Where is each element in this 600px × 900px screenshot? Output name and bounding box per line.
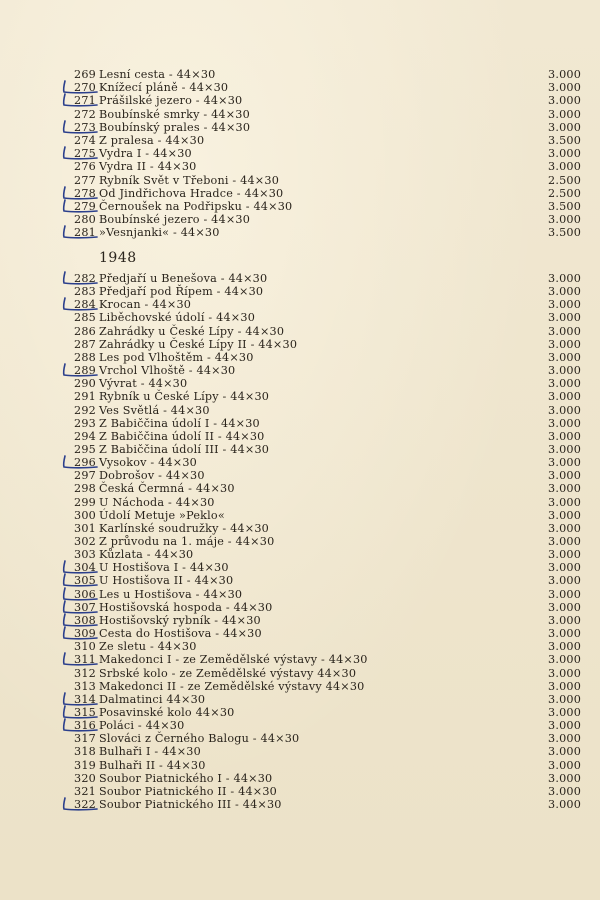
entry-number: 308 [74, 613, 96, 627]
entry-title: Hostišovský rybník - 44×30 [99, 613, 261, 627]
catalog-entry [0, 482, 600, 495]
entry-number: 320 [74, 771, 96, 785]
entry-title: Rybník Svět v Třeboni - 44×30 [99, 173, 280, 187]
entry-title: Boubínské smrky - 44×30 [99, 107, 250, 121]
entry-price: 3.500 [548, 226, 582, 240]
entry-title: Srbské kolo - ze Zemědělské výstavy 44×30 [99, 666, 357, 680]
entry-title: Od Jindřichova Hradce - 44×30 [99, 186, 284, 200]
entry-title: Vrchol Vlhoště - 44×30 [99, 364, 236, 378]
entry-price: 3.000 [548, 653, 582, 667]
catalog-entry [0, 469, 600, 482]
entry-number: 277 [74, 173, 96, 187]
catalog-entry [0, 81, 600, 94]
catalog-entry [0, 667, 600, 680]
entry-title: Krocan - 44×30 [99, 298, 192, 312]
entry-title: Předjaří pod Řípem - 44×30 [99, 285, 264, 299]
catalog-entry [0, 456, 600, 469]
entry-number: 311 [74, 653, 96, 667]
entry-title: Les u Hostišova - 44×30 [99, 587, 243, 601]
catalog-entry [0, 68, 600, 81]
entry-title: Les pod Vlhoštěm - 44×30 [99, 350, 254, 364]
entry-title: Předjaří u Benešova - 44×30 [99, 272, 268, 285]
entry-price: 3.000 [548, 798, 582, 811]
entry-title: Soubor Piatnického III - 44×30 [99, 798, 282, 811]
entry-title: Ze sletu - 44×30 [99, 640, 197, 654]
entry-price: 3.000 [548, 535, 582, 548]
entry-price: 3.000 [548, 627, 582, 641]
catalog-entry [0, 364, 600, 377]
entry-title: Z průvodu na 1. máje - 44×30 [99, 535, 275, 548]
entry-number: 315 [74, 705, 96, 719]
catalog-entry [0, 226, 600, 239]
entry-price: 3.000 [548, 160, 582, 174]
catalog-entry [0, 680, 600, 693]
entry-number: 291 [74, 390, 96, 404]
catalog-entry [0, 496, 600, 509]
entry-price: 3.000 [548, 147, 582, 161]
entry-title: Údolí Metuje »Peklo« [99, 508, 225, 522]
catalog-entry [0, 640, 600, 653]
entry-title: Soubor Piatnického I - 44×30 [99, 771, 273, 785]
entry-price: 3.000 [548, 285, 582, 299]
entry-title: Z Babiččina údolí I - 44×30 [99, 416, 260, 430]
entry-title: Z Babiččina údolí III - 44×30 [99, 442, 270, 456]
entry-price: 3.000 [548, 456, 582, 470]
catalog-entry [0, 588, 600, 601]
entry-price: 3.000 [548, 120, 582, 134]
entry-number: 275 [74, 147, 96, 161]
entry-price: 3.000 [548, 692, 582, 706]
catalog-entry [0, 719, 600, 732]
entry-price: 3.000 [548, 213, 582, 227]
entry-title: Poláci - 44×30 [99, 719, 185, 733]
entry-price: 3.000 [548, 390, 582, 404]
catalog-entry [0, 614, 600, 627]
entry-price: 3.000 [548, 469, 582, 483]
entry-number: 272 [74, 107, 96, 121]
entry-number: 294 [74, 429, 96, 443]
catalog-entry [0, 417, 600, 430]
entry-title: Soubor Piatnického II - 44×30 [99, 784, 277, 798]
entry-number: 278 [74, 186, 96, 200]
entry-price: 3.000 [548, 666, 582, 680]
entry-price: 3.000 [548, 574, 582, 588]
entry-title: Prášilské jezero - 44×30 [99, 94, 243, 108]
entry-title: Slováci z Černého Balogu - 44×30 [99, 732, 300, 746]
catalog-entry [0, 772, 600, 785]
catalog-entry [0, 134, 600, 147]
entry-price: 3.000 [548, 719, 582, 733]
catalog-entry [0, 561, 600, 574]
entry-price: 3.000 [548, 350, 582, 364]
catalog-entry [0, 94, 600, 107]
entry-price: 3.000 [548, 298, 582, 312]
catalog-entry [0, 745, 600, 758]
entry-title: Kůzlata - 44×30 [99, 548, 194, 562]
entry-price: 3.000 [548, 442, 582, 456]
entry-price: 3.000 [548, 272, 582, 285]
entry-title: Vydra I - 44×30 [99, 147, 192, 161]
catalog-entry [0, 574, 600, 587]
entry-price: 3.000 [548, 561, 582, 575]
entry-title: Bulhaři II - 44×30 [99, 758, 206, 772]
entry-number: 303 [74, 548, 96, 562]
entry-number: 280 [74, 213, 96, 227]
entry-price: 2.500 [548, 186, 582, 200]
entry-title: Bulhaři I - 44×30 [99, 745, 201, 759]
entry-price: 3.000 [548, 482, 582, 496]
entry-price: 3.000 [548, 337, 582, 351]
entry-title: Knížecí pláně - 44×30 [99, 81, 229, 95]
catalog-entry [0, 548, 600, 561]
entry-number: 276 [74, 160, 96, 174]
catalog-entry [0, 522, 600, 535]
entry-number: 286 [74, 324, 96, 338]
entry-number: 288 [74, 350, 96, 364]
entry-price: 3.000 [548, 732, 582, 746]
entry-price: 3.000 [548, 521, 582, 535]
entry-title: Ves Světlá - 44×30 [99, 403, 210, 417]
entry-title: Zahrádky u České Lípy II - 44×30 [99, 337, 298, 351]
catalog-entry [0, 798, 600, 811]
entry-number: 309 [74, 627, 96, 641]
entry-price: 3.000 [548, 771, 582, 785]
entry-title: Boubínský prales - 44×30 [99, 120, 251, 134]
entry-number: 296 [74, 456, 96, 470]
entry-title: Dalmatinci 44×30 [99, 692, 206, 706]
entry-number: 284 [74, 298, 96, 312]
catalog-entry [0, 509, 600, 522]
catalog-entry [0, 653, 600, 666]
entry-title: Rybník u České Lípy - 44×30 [99, 390, 270, 404]
entry-number: 302 [74, 535, 96, 548]
entry-number: 318 [74, 745, 96, 759]
catalog-entry [0, 732, 600, 745]
catalog-entry [0, 108, 600, 121]
entry-price: 2.500 [548, 173, 582, 187]
entry-number: 293 [74, 416, 96, 430]
entry-price: 3.000 [548, 68, 582, 81]
entry-number: 314 [74, 692, 96, 706]
catalog-entry [0, 187, 600, 200]
entry-number: 269 [74, 68, 96, 81]
entry-number: 290 [74, 377, 96, 391]
entry-number: 273 [74, 120, 96, 134]
entry-title: U Hostišova II - 44×30 [99, 574, 234, 588]
entry-title: Cesta do Hostišova - 44×30 [99, 627, 262, 641]
entry-number: 283 [74, 285, 96, 299]
catalog-entry [0, 377, 600, 390]
catalog-entry [0, 311, 600, 324]
entry-price: 3.000 [548, 324, 582, 338]
catalog-entry [0, 272, 600, 285]
entry-price: 3.000 [548, 640, 582, 654]
year-heading: 1948 [99, 250, 137, 266]
entry-number: 297 [74, 469, 96, 483]
entry-title: Hostišovská hospoda - 44×30 [99, 600, 273, 614]
entry-number: 270 [74, 81, 96, 95]
entry-price: 3.000 [548, 587, 582, 601]
catalog-entry [0, 430, 600, 443]
entry-number: 304 [74, 561, 96, 575]
catalog-entry [0, 121, 600, 134]
entry-price: 3.000 [548, 495, 582, 509]
entry-price: 3.000 [548, 679, 582, 693]
entry-price: 3.000 [548, 508, 582, 522]
entry-title: »Vesnjanki« - 44×30 [99, 226, 220, 240]
entry-title: Karlínské soudružky - 44×30 [99, 521, 269, 535]
entry-number: 282 [74, 272, 96, 285]
entry-title: Dobrošov - 44×30 [99, 469, 205, 483]
catalog-entry [0, 160, 600, 173]
entry-number: 299 [74, 495, 96, 509]
catalog-entry [0, 785, 600, 798]
catalog-entry [0, 706, 600, 719]
entry-number: 301 [74, 521, 96, 535]
entry-price: 3.500 [548, 134, 582, 147]
entry-title: Česká Čermná - 44×30 [99, 482, 235, 496]
entry-number: 317 [74, 732, 96, 746]
entry-price: 3.000 [548, 403, 582, 417]
entry-price: 3.000 [548, 81, 582, 95]
entry-price: 3.000 [548, 548, 582, 562]
entry-number: 310 [74, 640, 96, 654]
catalog-entry [0, 601, 600, 614]
entry-title: Vývrat - 44×30 [99, 377, 188, 391]
entry-number: 313 [74, 679, 96, 693]
entry-number: 322 [74, 798, 96, 811]
entry-number: 289 [74, 364, 96, 378]
entry-price: 3.000 [548, 784, 582, 798]
entry-title: Vydra II - 44×30 [99, 160, 197, 174]
entry-number: 298 [74, 482, 96, 496]
entry-title: Makedonci I - ze Zemědělské výstavy - 44×30 [99, 653, 368, 667]
entry-number: 305 [74, 574, 96, 588]
entry-title: Vysokov - 44×30 [99, 456, 197, 470]
catalog-entry [0, 338, 600, 351]
entry-number: 307 [74, 600, 96, 614]
entry-price: 3.000 [548, 745, 582, 759]
entry-title: Lesní cesta - 44×30 [99, 68, 216, 81]
catalog-entry [0, 174, 600, 187]
entry-title: Z pralesa - 44×30 [99, 134, 205, 147]
catalog-entry [0, 627, 600, 640]
entry-number: 306 [74, 587, 96, 601]
catalog-entry [0, 443, 600, 456]
catalog-entry [0, 390, 600, 403]
catalog-entry [0, 693, 600, 706]
catalog-entry [0, 404, 600, 417]
entry-number: 292 [74, 403, 96, 417]
entry-price: 3.000 [548, 600, 582, 614]
catalog-entry [0, 200, 600, 213]
entry-price: 3.000 [548, 613, 582, 627]
catalog-entry [0, 147, 600, 160]
entry-title: Boubínské jezero - 44×30 [99, 213, 251, 227]
entry-number: 316 [74, 719, 96, 733]
catalog-entry [0, 759, 600, 772]
entry-title: U Hostišova I - 44×30 [99, 561, 229, 575]
entry-number: 295 [74, 442, 96, 456]
entry-number: 321 [74, 784, 96, 798]
entry-title: Zahrádky u České Lípy - 44×30 [99, 324, 285, 338]
entry-number: 300 [74, 508, 96, 522]
entry-number: 281 [74, 226, 96, 240]
catalog-entry [0, 213, 600, 226]
entry-price: 3.000 [548, 705, 582, 719]
entry-number: 312 [74, 666, 96, 680]
entry-price: 3.000 [548, 416, 582, 430]
entry-number: 271 [74, 94, 96, 108]
entry-title: Makedonci II - ze Zemědělské výstavy 44×30 [99, 679, 365, 693]
entry-title: Z Babiččina údolí II - 44×30 [99, 429, 265, 443]
entry-price: 3.000 [548, 758, 582, 772]
entry-title: Posavinské kolo 44×30 [99, 705, 235, 719]
entry-price: 3.000 [548, 107, 582, 121]
entry-price: 3.000 [548, 94, 582, 108]
entry-number: 285 [74, 311, 96, 325]
catalog-entry [0, 325, 600, 338]
entry-price: 3.000 [548, 311, 582, 325]
entry-price: 3.500 [548, 200, 582, 213]
entry-number: 319 [74, 758, 96, 772]
entry-number: 279 [74, 200, 96, 213]
catalog-entry [0, 285, 600, 298]
entry-price: 3.000 [548, 429, 582, 443]
catalog-entry [0, 535, 600, 548]
entry-price: 3.000 [548, 364, 582, 378]
entry-price: 3.000 [548, 377, 582, 391]
entry-title: Černoušek na Podřipsku - 44×30 [99, 200, 293, 213]
catalog-entry [0, 298, 600, 311]
entry-title: Liběchovské údolí - 44×30 [99, 311, 256, 325]
entry-number: 274 [74, 134, 96, 147]
entry-number: 287 [74, 337, 96, 351]
entry-title: U Náchoda - 44×30 [99, 495, 215, 509]
catalog-entry [0, 351, 600, 364]
